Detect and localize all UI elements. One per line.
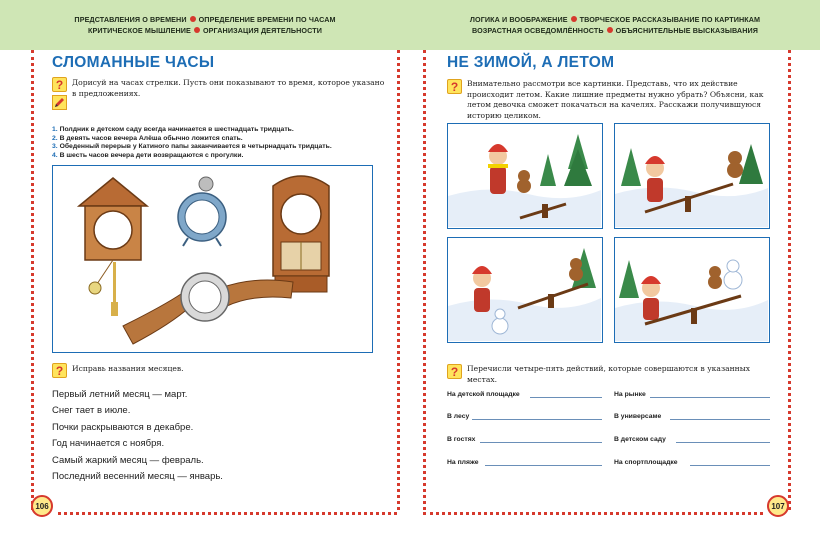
bullet-dot-icon: [190, 16, 196, 22]
grandfather-clock-icon: [273, 176, 329, 292]
answer-line: [670, 419, 770, 420]
left-instruction-2: Исправь названия месяцев.: [72, 364, 184, 373]
left-page-dotted-border-bottom: [58, 512, 397, 515]
winter-scene-4: [614, 237, 770, 343]
sentence-item: Последний весенний месяц — январь.: [52, 470, 223, 482]
winter-scene-1: [447, 123, 603, 229]
answer-line: [530, 397, 602, 398]
right-instruction-text: Внимательно рассмотри все картинки. Представь, что их действие происходит летом. Какие лишние предметы нужно убрать? Объясни, как летом девочка сможет покачаться на качелях. Расскажи получившуюся историю целиком.: [467, 79, 764, 120]
task-item: 4. В шесть часов вечера дети возвращаются с прогулки.: [52, 151, 244, 159]
sentence-item: Почки раскрываются в декабре.: [52, 421, 194, 433]
sentence-item: Год начинается с ноября.: [52, 438, 165, 450]
alarm-clock-icon: [178, 177, 226, 246]
right-instruction-2: Перечисли четыре-пять действий, которые совершаются в указанных местах.: [467, 364, 751, 384]
winter-scene-2: [614, 123, 770, 229]
right-header-line-2: ВОЗРАСТНАЯ ОСВЕДОМЛЁННОСТЬ ОБЪЯСНИТЕЛЬНЫЕ ВЫСКАЗЫВАНИЯ: [471, 26, 759, 35]
bullet-dot-icon: [571, 16, 577, 22]
place-label: На детской площадке: [447, 391, 520, 398]
bullet-dot-icon: [194, 27, 200, 33]
answer-line: [676, 442, 770, 443]
teddy-bear-icon: [517, 170, 531, 193]
bullet-dot-icon: [607, 27, 613, 33]
right-header-line-1: ЛОГИКА И ВООБРАЖЕНИЕ ТВОРЧЕСКОЕ РАССКАЗЫВАНИЕ ПО КАРТИНКАМ: [469, 15, 761, 24]
right-header-banner: [410, 0, 820, 50]
left-instruction-text: Дорисуй на часах стрелки. Пусть они показывают то время, которое указано в предложениях.: [72, 78, 385, 98]
sentence-item: Снег тает в июле.: [52, 405, 131, 417]
sentence-item: Самый жаркий месяц — февраль.: [52, 454, 204, 466]
task-item: 3. Обеденный перерыв у Катиного папы заканчивается в четырнадцать тридцать.: [52, 143, 332, 151]
answer-line: [480, 442, 602, 443]
pencil-icon: [52, 95, 67, 110]
answer-line: [690, 465, 770, 466]
left-header-line-1: ПРЕДСТАВЛЕНИЯ О ВРЕМЕНИ ОПРЕДЕЛЕНИЕ ВРЕМЕНИ ПО ЧАСАМ: [74, 15, 336, 24]
cuckoo-clock-icon: [79, 178, 147, 316]
question-icon: ?: [447, 79, 462, 94]
task-item: 2. В девять часов вечера Алёша обычно ложится спать.: [52, 134, 243, 142]
right-page-title: НЕ ЗИМОЙ, А ЛЕТОМ: [447, 54, 615, 71]
place-label: На рынке: [614, 391, 646, 398]
right-page-dotted-border-right: [788, 50, 791, 510]
question-icon: ?: [52, 77, 67, 92]
left-page-title: СЛОМАННЫЕ ЧАСЫ: [52, 54, 215, 71]
place-label: В универсаме: [614, 413, 662, 420]
left-page-dotted-border-right: [397, 50, 400, 510]
place-label: На спортплощадке: [614, 459, 678, 466]
teddy-bear-icon: [708, 266, 722, 289]
girl-icon: [488, 144, 508, 194]
left-page-dotted-border-left: [31, 50, 34, 510]
broken-clocks-illustration: [52, 165, 373, 353]
place-label: В гостях: [447, 436, 476, 443]
task-list: [52, 126, 382, 160]
winter-scene-3: [447, 237, 603, 343]
place-label: В лесу: [447, 413, 470, 420]
right-page-dotted-border-bottom: [423, 512, 763, 515]
place-label: В детском саду: [614, 436, 666, 443]
place-label: На пляже: [447, 459, 479, 466]
right-page-dotted-border-left: [423, 50, 426, 510]
left-header-banner: [0, 0, 410, 50]
sentence-item: Первый летний месяц — март.: [52, 389, 188, 400]
teddy-bear-icon: [727, 151, 743, 178]
answer-line: [485, 465, 602, 466]
answer-line: [472, 419, 602, 420]
task-item: 1. Полдник в детском саду всегда начинается в шестнадцать тридцать.: [52, 126, 294, 133]
wristwatch-icon: [123, 273, 293, 344]
month-sentences: [52, 388, 223, 486]
page-number-right: 107: [767, 495, 789, 517]
left-header-line-2: КРИТИЧЕСКОЕ МЫШЛЕНИЕ ОРГАНИЗАЦИЯ ДЕЯТЕЛЬНОСТИ: [87, 26, 322, 35]
teddy-bear-icon: [569, 258, 583, 281]
question-icon: ?: [52, 363, 67, 378]
question-icon: ?: [447, 364, 462, 379]
page-number-left: 106: [31, 495, 53, 517]
answer-line: [650, 397, 770, 398]
